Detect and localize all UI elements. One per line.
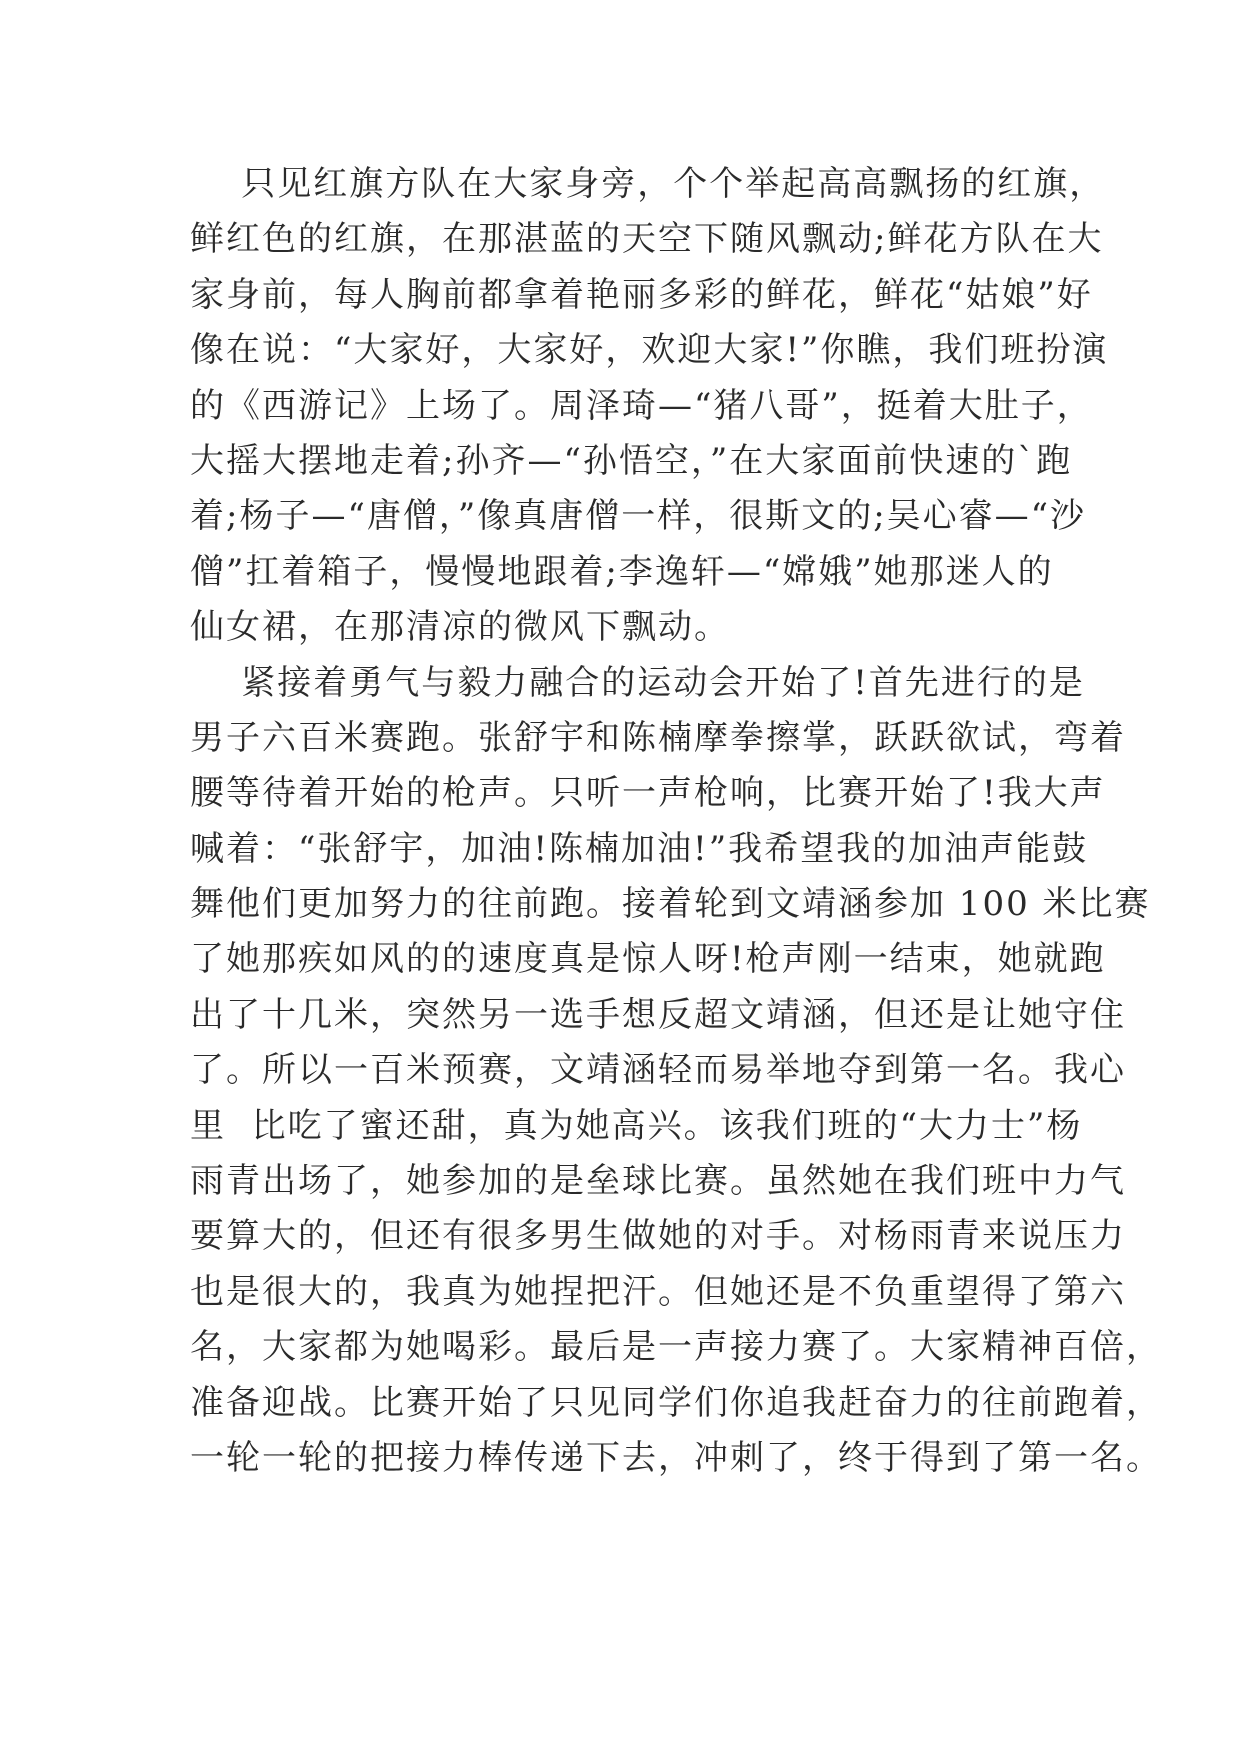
text-line: 像在说：“大家好，大家好，欢迎大家!”你瞧，我们班扮演: [190, 330, 1109, 371]
text-line: 着;杨子—“唐僧，”像真唐僧一样，很斯文的;吴心睿—“沙: [190, 496, 1087, 537]
text-line: 只见红旗方队在大家身旁，个个举起高高飘扬的红旗，: [190, 164, 1106, 204]
text-line: 仙女裙，在那清凉的微风下飘动。: [190, 607, 730, 648]
text-line: 家身前，每人胸前都拿着艳丽多彩的鲜花，鲜花“姑娘”好: [190, 274, 1093, 315]
text-line: 一轮一轮的把接力棒传递下去，冲刺了，终于得到了第一名。: [190, 1437, 1162, 1478]
text-line: 腰等待着开始的枪声。只听一声枪响，比赛开始了!我大声: [190, 773, 1106, 814]
document-body: [190, 157, 1162, 1486]
text-line: 鲜红色的红旗，在那湛蓝的天空下随风飘动;鲜花方队在大: [190, 219, 1104, 260]
text-line: 喊着：“张舒宇，加油!陈楠加油!”我希望我的加油声能鼓: [190, 828, 1089, 869]
text-line: 僧”扛着箱子，慢慢地跟着;李逸轩—“嫦娥”她那迷人的: [190, 551, 1054, 592]
text-line: 紧接着勇气与毅力融合的运动会开始了!首先进行的是: [190, 662, 1085, 703]
text-line: 男子六百米赛跑。张舒宇和陈楠摩拳擦掌，跃跃欲试，弯着: [190, 717, 1126, 758]
text-line: 了。所以一百米预赛，文靖涵轻而易举地夺到第一名。我心: [190, 1050, 1126, 1091]
text-line: 名，大家都为她喝彩。最后是一声接力赛了。大家精神百倍，: [190, 1327, 1162, 1368]
text-line: 要算大的，但还有很多男生做她的对手。对杨雨青来说压力: [190, 1216, 1126, 1257]
text-line: 准备迎战。比赛开始了只见同学们你追我赶奋力的往前跑着，: [190, 1382, 1162, 1423]
paragraph-sports: [190, 656, 1162, 1487]
text-line: 也是很大的，我真为她捏把汗。但她还是不负重望得了第六: [190, 1271, 1126, 1312]
text-line: 舞他们更加努力的往前跑。接着轮到文靖涵参加 100 米比赛: [190, 884, 1151, 925]
text-line: 里 比吃了蜜还甜，真为她高兴。该我们班的“大力士”杨: [190, 1105, 1083, 1146]
text-line: 出了十几米，突然另一选手想反超文靖涵，但还是让她守住: [190, 994, 1126, 1035]
text-line: 大摇大摆地走着;孙齐—“孙悟空，”在大家面前快速的`跑: [190, 440, 1073, 481]
text-line: 的《西游记》上场了。周泽琦—“猪八哥”，挺着大肚子，: [190, 385, 1093, 426]
paragraph-parade: [190, 157, 1109, 656]
text-line: 了她那疾如风的的速度真是惊人呀!枪声刚一结束，她就跑: [190, 939, 1106, 980]
text-line: 雨青出场了，她参加的是垒球比赛。虽然她在我们班中力气: [190, 1161, 1126, 1202]
